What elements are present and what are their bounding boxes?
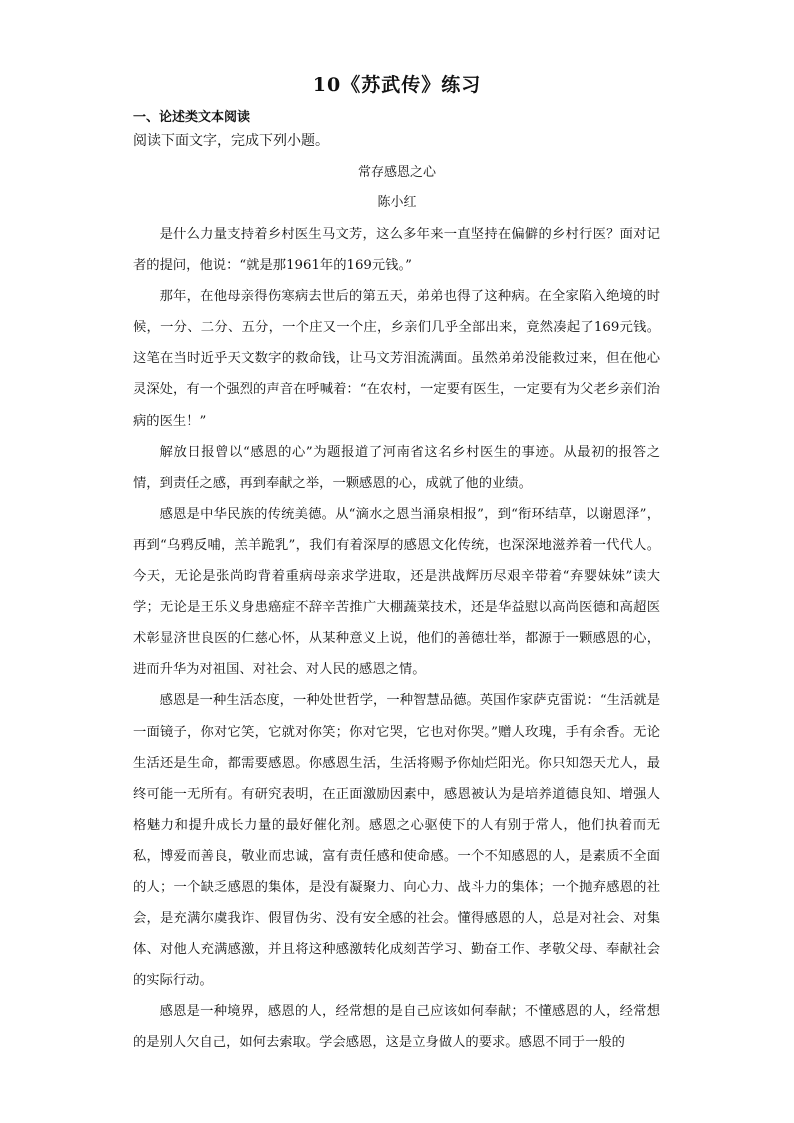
- paragraph: 感恩是一种境界，感恩的人，经常想的是自己应该如何奉献；不懂感恩的人，经常想的是别人欠自己，如何去索取。学会感恩，这是立身做人的要求。感恩不同于一般的: [133, 1004, 660, 1051]
- paragraph: 是什么力量支持着乡村医生马文芳，这么多年来一直坚持在偏僻的乡村行医？面对记者的提问，他说：“就是那1961年的169元钱。”: [133, 227, 660, 274]
- reading-instruction: 阅读下面文字，完成下列小题。: [133, 133, 329, 149]
- paragraph: 那年，在他母亲得伤寒病去世后的第五天，弟弟也得了这种病。在全家陷入绝境的时候，一分、二分、五分，一个庄又一个庄，乡亲们几乎全部出来，竟然凑起了169元钱。这笔在当时近乎天文数字的救命钱，让马文芳泪流满面。虽然弟弟没能救过来，但在他心灵深处，有一个强烈的声音在呼喊着：“在农村，一定要有医生，一定要有为父老乡亲们治病的医生！”: [133, 289, 660, 429]
- paragraph: 感恩是中华民族的传统美德。从“滴水之恩当涌泉相报”，到“衔环结草，以谢恩泽”，再到“乌鸦反哺，羔羊跪乳”，我们有着深厚的感恩文化传统，也深深地滋养着一代代人。今天，无论是张尚昀背着重病母亲求学进取，还是洪战辉历尽艰辛带着“弃婴妹妹”读大学；无论是王乐义身患癌症不辞辛苦推广大棚蔬菜技术，还是华益慰以高尚医德和高超医术彰显济世良医的仁慈心怀，从某种意义上说，他们的善德壮举，都源于一颗感恩的心，进而升华为对祖国、对社会、对人民的感恩之情。: [133, 506, 660, 678]
- article-author: 陈小红: [377, 195, 417, 210]
- paragraph: 感恩是一种生活态度，一种处世哲学，一种智慧品德。英国作家萨克雷说：“生活就是一面镜子，你对它笑，它就对你笑；你对它哭，它也对你哭。”赠人玫瑰，手有余香。无论生活还是生命，都需要感恩。你感恩生活，生活将赐予你灿烂阳光。你只知怨天尤人，最终可能一无所有。有研究表明，在正面激励因素中，感恩被认为是培养道德良知、增强人格魅力和提升成长力量的最好催化剂。感恩之心驱使下的人有别于常人，他们执着而无私，博爱而善良，敬业而忠诚，富有责任感和使命感。一个不知感恩的人，是素质不全面的人；一个缺乏感恩的集体，是没有凝聚力、向心力、战斗力的集体；一个抛弃感恩的社会，是充满尔虞我诈、假冒伪劣、没有安全感的社会。懂得感恩的人，总是对社会、对集体、对他人充满感激，并且将这种感激转化成刻苦学习、勤奋工作、孝敬父母、奉献社会的实际行动。: [133, 693, 660, 989]
- article-title: 常存感恩之心: [357, 165, 436, 180]
- section-heading: 一、论述类文本阅读: [133, 110, 251, 125]
- document-title: 10《苏武传》练习: [312, 74, 482, 96]
- article-body: [133, 219, 660, 1059]
- paragraph: 解放日报曾以“感恩的心”为题报道了河南省这名乡村医生的事迹。从最初的报答之情，到责任之感，再到奉献之举，一颗感恩的心，成就了他的业绩。: [133, 444, 660, 491]
